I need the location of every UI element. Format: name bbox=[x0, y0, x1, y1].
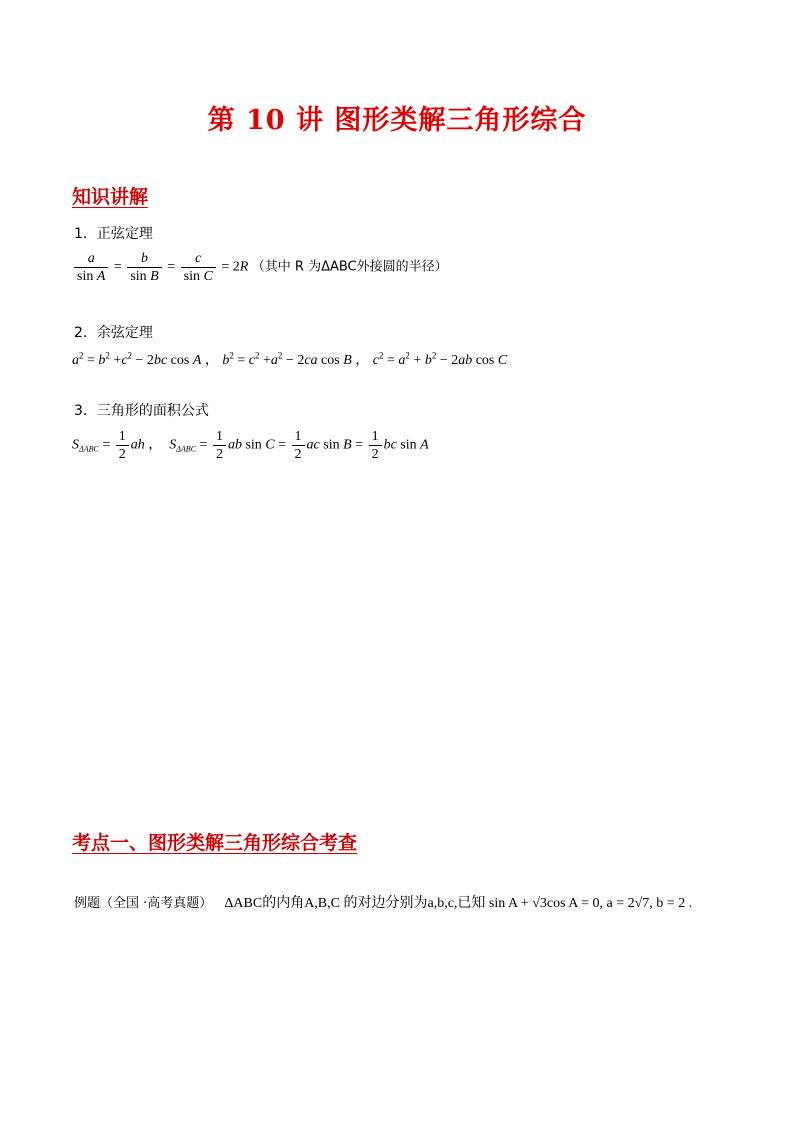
example-line bbox=[74, 892, 692, 912]
knowledge-heading: 知识讲解 bbox=[72, 186, 149, 208]
example-prefix: 例题（全国 ·高考真题） bbox=[74, 896, 213, 911]
cosine-law-label: 2．余弦定理 bbox=[74, 325, 153, 341]
section1-heading: 考点一、图形类解三角形综合考查 bbox=[72, 832, 358, 854]
page-title: 第 10 讲 图形类解三角形综合 bbox=[207, 105, 587, 136]
area-formula: $S_{\Delta ABC}$ = $\frac{1}{2}$ ah ， $S_{\Delta ABC}$ = $\frac{1}{2}$ ab sin C = $\frac{1}{2}$ ac sin B = $\frac{1}{2}$ bc sin A bbox=[72, 429, 429, 462]
cosine-law-formula: $a^2 = b^2 +c^2 - 2bc$ cos A ， $b^2 = c^2 +a^2 - 2ca$ cos B ， $c^2 = a^2 + b^2 - 2ab$ cos C bbox=[72, 350, 508, 368]
sine-law-note: （其中 R 为ΔABC外接圆的半径） bbox=[251, 259, 448, 275]
area-label: 3．三角形的面积公式 bbox=[74, 403, 209, 419]
example-text: ΔABC的内角A,B,C 的对边分别为a,b,c,已知 sin A + √3cos A = 0, a = 2√7, b = 2 . bbox=[224, 896, 693, 911]
sine-law-formula: $\frac{a}{\text{sin A}}$ = $\frac{b}{\text{sin B}}$ = $\frac{c}{\text{sin C}}$ = 2R （其中 R 为ΔABC外接圆的半径） bbox=[72, 250, 448, 285]
sine-law-label: 1．正弦定理 bbox=[74, 226, 153, 242]
